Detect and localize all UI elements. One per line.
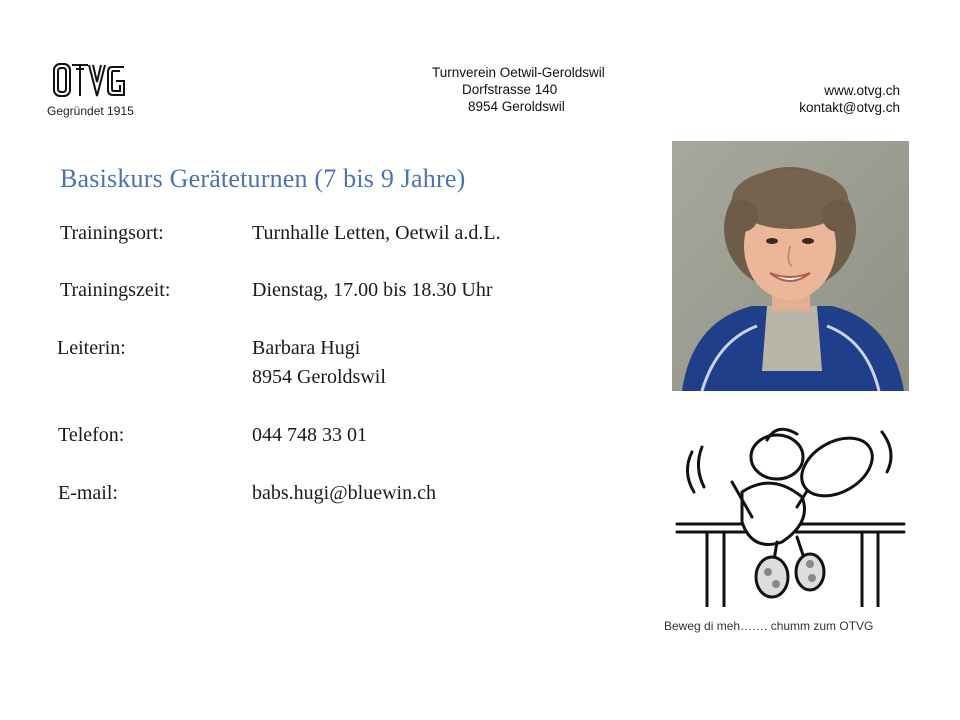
portrait-image [672, 141, 909, 391]
club-name: Turnverein Oetwil-Geroldswil [432, 65, 605, 80]
detail-label: Leiterin: [57, 337, 126, 359]
detail-value: Dienstag, 17.00 bis 18.30 Uhr [252, 279, 493, 301]
detail-value: Turnhalle Letten, Oetwil a.d.L. [252, 222, 501, 244]
gymnast-cartoon [672, 412, 909, 607]
club-website[interactable]: www.otvg.ch [824, 83, 900, 98]
detail-label: Trainingszeit: [60, 279, 171, 301]
club-street: Dorfstrasse 140 [462, 82, 558, 97]
detail-value: 8954 Geroldswil [252, 366, 386, 388]
course-title: Basiskurs Geräteturnen (7 bis 9 Jahre) [60, 164, 466, 193]
cartoon-image [672, 412, 909, 607]
club-email[interactable]: kontakt@otvg.ch [799, 100, 900, 115]
leader-photo [672, 141, 909, 391]
slogan-caption: Beweg di meh……. chumm zum OTVG [664, 619, 874, 633]
club-contact [780, 82, 900, 116]
detail-value[interactable]: babs.hugi@bluewin.ch [252, 482, 436, 504]
detail-value: Barbara Hugi [252, 337, 361, 359]
club-address [432, 64, 652, 115]
club-city: 8954 Geroldswil [468, 99, 565, 114]
otvg-logo-icon [52, 62, 128, 98]
founded-text: Gegründet 1915 [47, 104, 134, 118]
detail-label: E-mail: [58, 482, 118, 504]
detail-label: Telefon: [58, 424, 125, 446]
detail-value[interactable]: 044 748 33 01 [252, 424, 367, 446]
detail-label: Trainingsort: [60, 222, 164, 244]
